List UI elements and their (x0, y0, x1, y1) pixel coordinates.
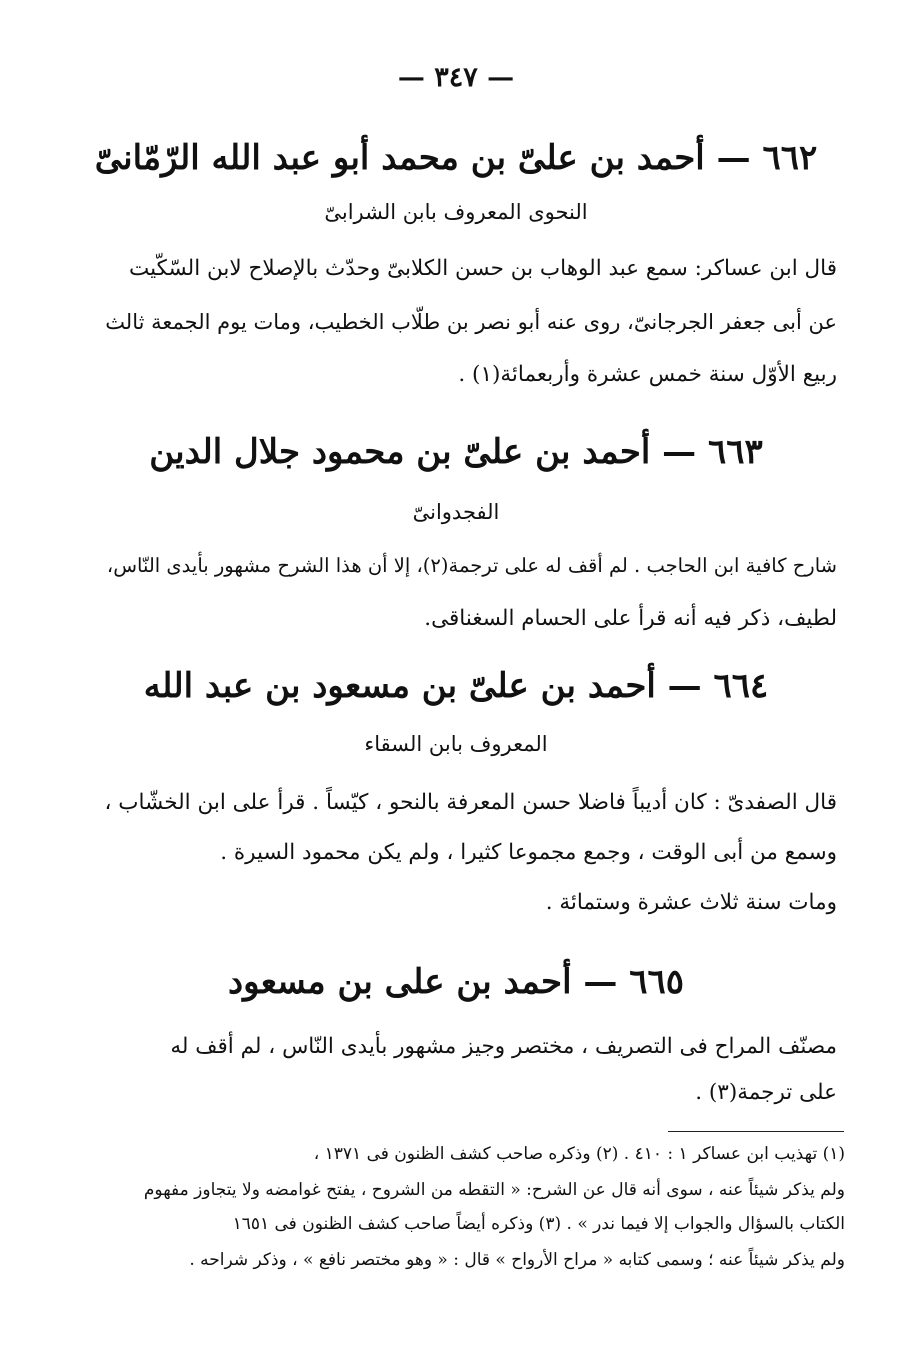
entry-title-664: ٦٦٤ — أحمد بن علىّ بن مسعود بن عبد الله (143, 666, 769, 706)
page-number: — ٣٤٧ — (397, 62, 515, 93)
entry-title-662: ٦٦٢ — أحمد بن علىّ بن محمد أبو عبد الله الرّمّانىّ (94, 138, 818, 178)
entry-text-line: قال الصفدىّ : كان أديباً فاضلا حسن المعرفة بالنحو ، كيّساً . قرأ على ابن الخشّاب ، (104, 790, 837, 815)
footnote-line: الكتاب بالسؤال والجواب إلا فيما ندر » . (٣) وذكره أيضاً صاحب كشف الظنون فى ١٦٥١ (232, 1214, 845, 1234)
entry-text-line: لطيف، ذكر فيه أنه قرأ على الحسام السغناقى. (424, 606, 837, 631)
entry-text-line: وسمع من أبى الوقت ، وجمع مجموعا كثيرا ، ولم يكن محمود السيرة . (220, 840, 837, 865)
entry-text-line: شارح كافية ابن الحاجب . لم أقف له على ترجمة(٢)، إلا أن هذا الشرح مشهور بأيدى النّاس، (106, 554, 837, 577)
entry-subtitle-664: المعروف بابن السقاء (364, 732, 548, 756)
entry-subtitle-663: الفجدوانىّ (412, 500, 500, 524)
footnote-line: ولم يذكر شيئاً عنه ، سوى أنه قال عن الشرح: « التقطه من الشروح ، يفتح غوامضه ولا يتجاوز مفهوم (143, 1180, 845, 1200)
entry-text-line: على ترجمة(٣) . (695, 1080, 837, 1105)
footnote-line: (١) تهذيب ابن عساكر ١ : ٤١٠ . (٢) وذكره صاحب كشف الظنون فى ١٣٧١ ، (313, 1144, 845, 1164)
entry-text-line: ومات سنة ثلاث عشرة وستمائة . (545, 890, 837, 915)
entry-text-line: قال ابن عساكر: سمع عبد الوهاب بن حسن الكلابىّ وحدّث بالإصلاح لابن السّكّيت (129, 256, 837, 281)
footnote-line: ولم يذكر شيئاً عنه ؛ وسمى كتابه « مراح الأرواح » قال : « وهو مختصر نافع » ، وذكر شراحه . (189, 1250, 845, 1270)
entry-title-663: ٦٦٣ — أحمد بن علىّ بن محمود جلال الدين (149, 432, 763, 472)
entry-text-line: مصنّف المراح فى التصريف ، مختصر وجيز مشهور بأيدى النّاس ، لم أقف له (170, 1034, 837, 1059)
entry-text-line: عن أبى جعفر الجرجانىّ، روى عنه أبو نصر بن طلّاب الخطيب، ومات يوم الجمعة ثالث (105, 310, 837, 334)
entry-subtitle-662: النحوى المعروف بابن الشرابىّ (324, 200, 588, 224)
entry-title-665: ٦٦٥ — أحمد بن على بن مسعود (227, 962, 684, 1002)
footnote-divider (668, 1131, 844, 1132)
entry-text-line: ربيع الأوّل سنة خمس عشرة وأربعمائة(١) . (458, 362, 837, 387)
